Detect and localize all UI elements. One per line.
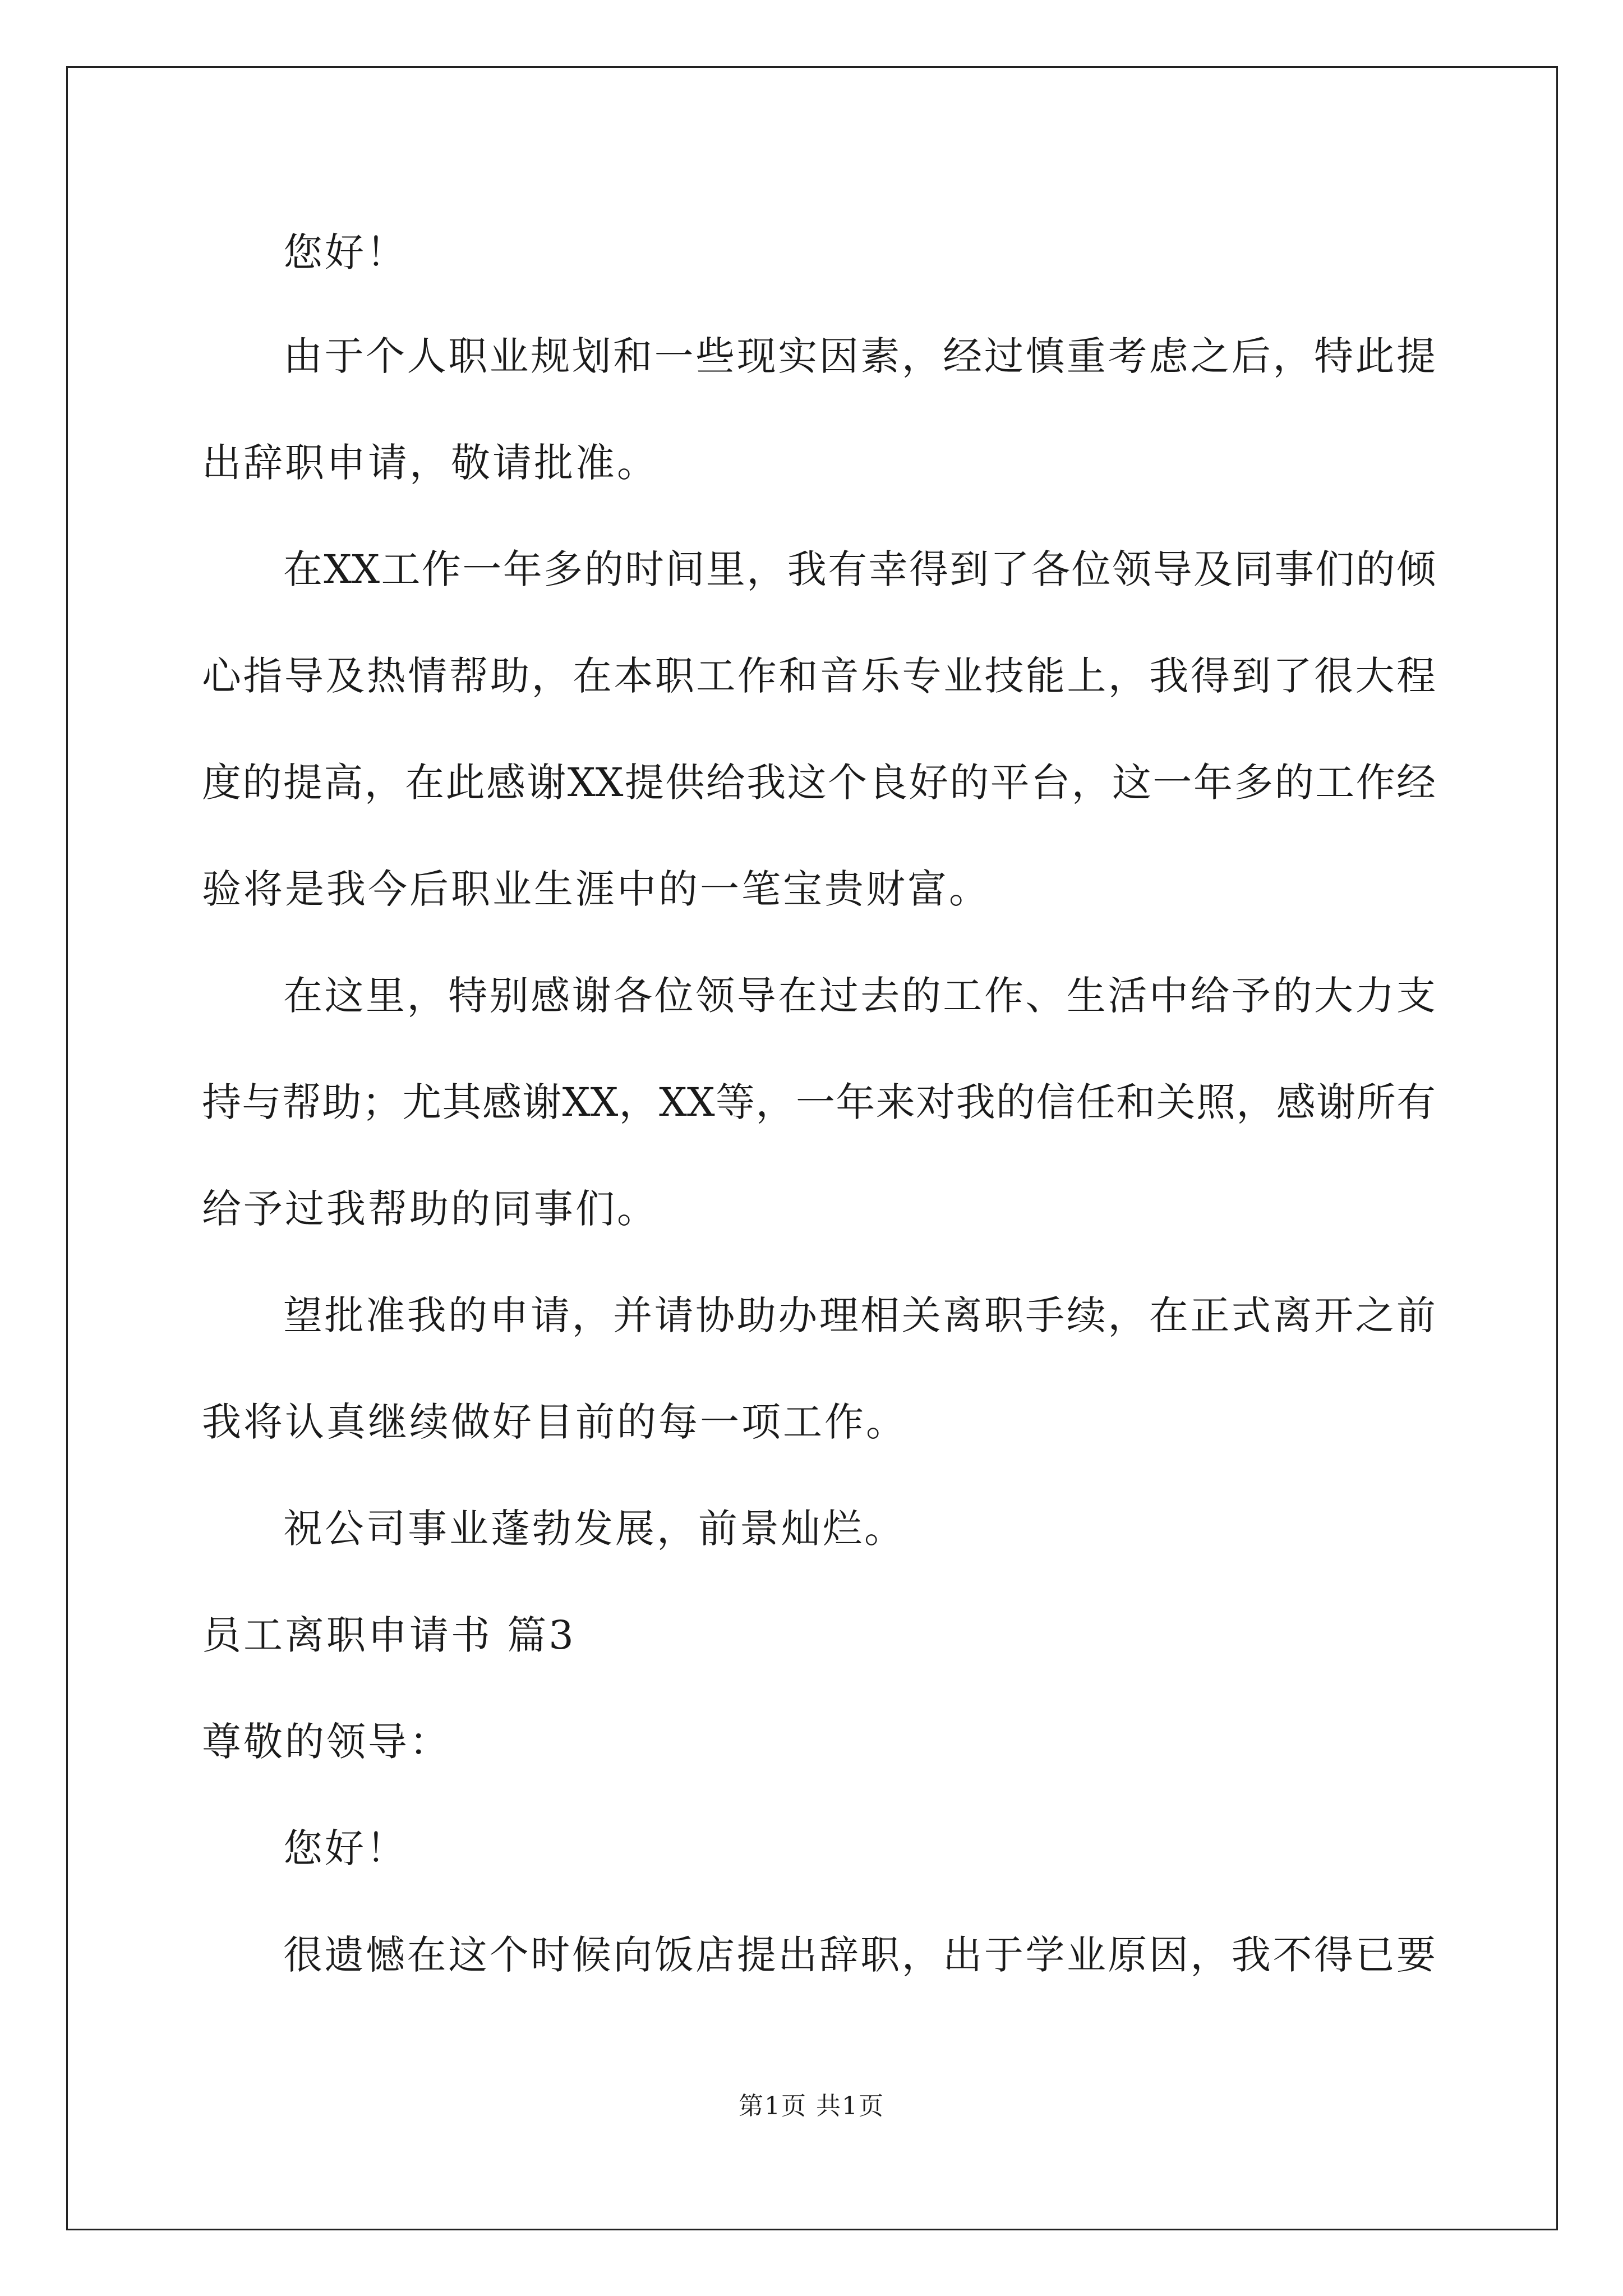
page-footer: 第1页 共1页 [739, 2092, 884, 2120]
paragraph-line: 出辞职申请，敬请批准。 [202, 440, 658, 486]
paragraph-line: 验将是我今后职业生涯中的一笔宝贵财富。 [202, 866, 990, 912]
paragraph-line: 我将认真继续做好目前的每一项工作。 [202, 1399, 907, 1445]
paragraph-line: 望批准我的申请，并请协助办理相关离职手续，在正式离开之前 [283, 1292, 1436, 1338]
paragraph-line: 给予过我帮助的同事们。 [202, 1186, 658, 1232]
paragraph-line: 在XX工作一年多的时间里，我有幸得到了各位领导及同事们的倾 [283, 546, 1436, 592]
greeting-line: 您好！ [283, 229, 408, 275]
paragraph-line: 持与帮助；尤其感谢XX，XX等，一年来对我的信任和关照，感谢所有 [202, 1079, 1436, 1125]
paragraph-line: 很遗憾在这个时候向饭店提出辞职，出于学业原因，我不得已要 [283, 1932, 1436, 1978]
closing-line: 祝公司事业蓬勃发展，前景灿烂。 [283, 1506, 906, 1552]
paragraph-line: 由于个人职业规划和一些现实因素，经过慎重考虑之后，特此提 [283, 333, 1436, 379]
section-heading: 员工离职申请书 篇3 [202, 1612, 576, 1658]
paragraph-line: 在这里，特别感谢各位领导在过去的工作、生活中给予的大力支 [283, 973, 1436, 1019]
greeting-line: 您好！ [283, 1825, 408, 1871]
page-border [66, 66, 1558, 2230]
paragraph-line: 度的提高，在此感谢XX提供给我这个良好的平台，这一年多的工作经 [202, 760, 1436, 806]
salutation-line: 尊敬的领导： [202, 1719, 451, 1765]
paragraph-line: 心指导及热情帮助，在本职工作和音乐专业技能上，我得到了很大程 [202, 653, 1436, 699]
